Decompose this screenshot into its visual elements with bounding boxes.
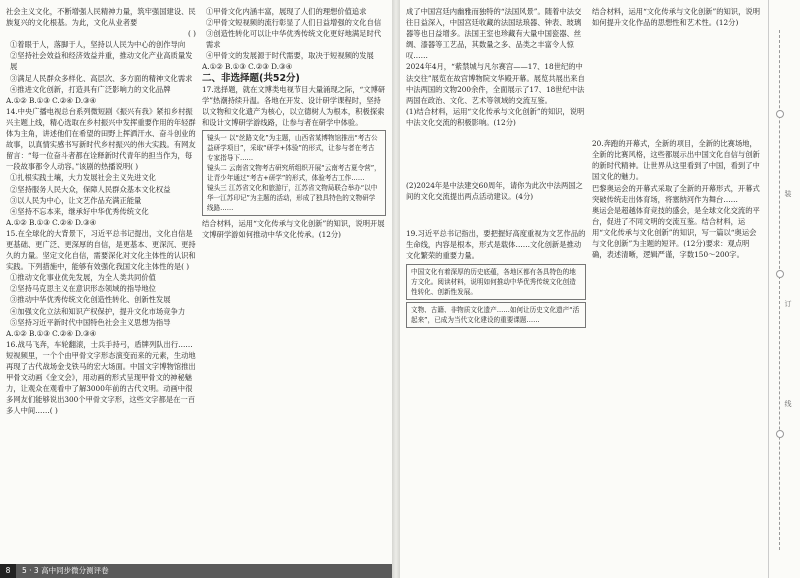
q20-question: 奥运会是超越体育竞技的盛会，是全球文化交流的平台，促进了不同文明的交流互鉴。结合材料，运用“文化传承与文化创新”的知识，写一篇以“奥运会与文化创新”为主题的短评。(12分)要求：观点明确，表述清晰，逻辑严谨，字数150～200字。	[592, 205, 760, 260]
page-number: 8	[0, 564, 16, 578]
binding-label-ding: 订	[784, 300, 792, 307]
q15-option-3: ③推动中华优秀传统文化创造性转化、创新性发展	[10, 295, 171, 305]
book-title: 5 · 3 高中同步微分测评卷	[22, 566, 109, 575]
q16-option-3: ③创造性转化可以让中华优秀传统文化更好地满足时代需求	[206, 29, 382, 50]
q17-material-box	[202, 130, 386, 216]
q15-option-5: ⑤坚持习近平新时代中国特色社会主义思想为指导	[10, 317, 171, 327]
q19-material-1: 中国文化有着深厚的历史底蕴，各地区都有各具特色的地方文化。阅读材料，说明如何推动中华优秀传统文化创造性转化、创新性发展。	[411, 267, 576, 296]
binding-margin	[768, 0, 800, 578]
page-footer	[0, 564, 392, 578]
right-column-1	[406, 6, 586, 560]
q19-stem: 19.习近平总书记指出，要把握好高度重视为文艺作品的生命线，内容是根本，形式是载体……文化创新是推动文化繁荣的重要力量。	[406, 229, 586, 261]
q15-option-4: ④加强文化立法和知识产权保护，提升文化市场竞争力	[10, 306, 186, 316]
q19-material-box-2	[406, 302, 586, 328]
q13-option-2: ②坚持社会效益和经济效益并重，推动文化产业高质量发展	[10, 51, 193, 72]
binding-hole-icon	[776, 270, 784, 278]
q18-material-2: 2024年4月，“紫禁城与凡尔赛宫——17、18世纪的中法交往”展览在故宫博物院文华殿开幕。展览共展出来自中法两国的文物200余件，全面展示了17、18世纪中法两国在政治、文化、艺术等领域的交流互鉴。	[406, 62, 585, 105]
q13-answer-blank: ( )	[187, 29, 196, 39]
left-column-2	[202, 6, 386, 560]
q13-option-4: ④推进文化创新，打造具有广泛影响力的文化品牌	[10, 84, 171, 94]
q17-scene-3: 镜头三 江苏省文化和旅游厅，江苏省文物局联合举办“以中华一江苏印记”为主题的活动，形成了独具特色的文物研学线路……	[207, 184, 378, 213]
q14-option-1: ①扎根实践土壤，大力发展社会主义先进文化	[10, 173, 156, 183]
q15-option-2: ②坚持马克思主义在意识形态领域的指导地位	[10, 284, 156, 294]
q18-part-2: (2)2024年是中法建交60周年，请你为此次中法两国之间的文化交流提出两点活动建议。(4分)	[406, 181, 583, 202]
binding-label-zhuang: 装	[784, 190, 792, 197]
q19-material-2: 文物、古籍、非物质文化遗产……如何让历史文化遗产“活起来”，已成为当代文化建设的重要课题……	[411, 305, 580, 324]
right-column-2	[592, 6, 762, 560]
q20-stem: 20.奔跑的开幕式，全新的项目，全新的比赛场地，全新的比赛风格，这些都展示出中国文化自信与创新的新时代精神。让世界从这里看到了中国，看到了中国文化的魅力。	[592, 139, 760, 182]
q13-stem-continued: 社会主义文化，不断增强人民精神力量，筑牢强国建设、民族复兴的文化根基。为此，文化从业者要	[6, 7, 196, 28]
q17-scene-2: 镜头二 云南省文物考古研究所组织开展“云南考古夏令营”，让青少年通过“考古+研学”的形式，体验考古工作……	[207, 164, 381, 183]
book-gutter	[392, 0, 400, 578]
q16-option-4: ④甲骨文的发展源于时代需要，取决于短视频的发展	[206, 51, 374, 61]
answer-space-2	[406, 202, 586, 228]
binding-hole-icon	[776, 430, 784, 438]
q14-option-2: ②坚持服务人民大众，保障人民群众基本文化权益	[10, 184, 171, 194]
answer-space-1	[406, 128, 586, 180]
q20-material: 巴黎奥运会的开幕式采取了全新的开幕形式，开幕式突破传统走出体育场，将塞纳河作为舞台……	[592, 183, 760, 204]
section-heading-non-choice: 二、非选择题(共52分)	[202, 72, 300, 84]
left-page	[0, 0, 392, 578]
q17-question: 结合材料，运用“文化传承与文化创新”的知识，说明开展文博研学游如何推动中华文化传承。(12分)	[202, 219, 385, 240]
q13-option-1: ①着眼于人，落脚于人，坚持以人民为中心的创作导向	[10, 40, 186, 50]
q14-choices: A.①② B.①③ C.②④ D.③④	[6, 217, 97, 227]
answer-space-3	[592, 28, 762, 138]
q19-question: 结合材料，运用“文化传承与文化创新”的知识，说明如何提升文化作品的思想性和艺术性。(12分)	[592, 7, 760, 28]
q14-option-4: ④坚持不忘本来，继承好中华优秀传统文化	[10, 206, 149, 216]
q18-material-continued: 成了中国宫廷内幽雅而独特的“法国风景”。随着中法交往日益深入，中国宫廷收藏的法国珐琅器、钟表、玻璃器等也日益增多。法国王室也珍藏有大量中国瓷器、丝绸、漆器等工艺品，其数量之多、品类之丰富令人惊叹……	[406, 7, 582, 61]
q17-scene-1: 镜头一 以“丝路文化”为主题，山西省某博物馆推出“考古公益研学项目”，采取“研学+体验”的形式，让参与者在考古专家指导下……	[207, 134, 378, 163]
q13-choices: A.①② B.①③ C.②④ D.③④	[6, 95, 97, 105]
q16-option-2: ②甲骨文短视频的流行彰显了人们日益增强的文化自信	[206, 18, 382, 28]
q19-material-box-1	[406, 264, 586, 300]
binding-dashed-line	[779, 30, 780, 550]
binding-label-xian: 线	[784, 400, 792, 407]
q15-choices: A.①② B.①③ C.②④ D.③④	[6, 328, 97, 338]
q15-option-1: ①推动文化事业优先发展，为全人类共同价值	[10, 273, 156, 283]
q14-option-3: ③以人民为中心，让文艺作品充满正能量	[10, 195, 142, 205]
q18-part-1: (1)结合材料，运用“文化传承与文化创新”的知识，说明中法文化交流的积极影响。(12分)	[406, 106, 585, 127]
binding-hole-icon	[776, 110, 784, 118]
q14-stem: 14.中央广播电视总台系列微短剧《振兴有我》紧扣乡村振兴主题上线，精心选取在乡村振兴中发挥重要作用的年轻群体为主角，讲述他们在希望的田野上挥洒汗水、奋斗创业的故事，以真情实感书写新时代乡村振兴的伟大实践。有网友留言：“每一位奋斗者都在诠释新时代青年的担当作为，每一段故事都令人动容。”该剧的热播说明( )	[6, 106, 196, 172]
q15-stem: 15.在全球化的大背景下，习近平总书记提出，文化自信是更基础、更广泛、更深厚的自信，是更基本、更深沉、更持久的力量。坚定文化自信，需要深化对文化主体性的认识和实践。下列措施中，能够有效强化我国文化主体性的是( )	[6, 228, 196, 272]
q16-choices: A.①② B.①③ C.②③ D.③④	[202, 62, 293, 72]
q16-stem: 16.战马飞奔，车轮翻滚，士兵手持弓，盾牌列队出行……短视频里，一个个由甲骨文字形态演变而来的元素，生动地再现了古代战场金戈铁马的宏大场面。中国文字博物馆推出甲骨文动画《金文会》，用动画的形式呈现甲骨文的神秘魅力，让观众在观看中了解3000年前的古代文明。动画中很多网友们能够说出300个甲骨文字形，这些文字都是在一百多人中间……( )	[6, 339, 196, 416]
q16-option-1: ①甲骨文化内涵丰富，展现了人们的理想价值追求	[206, 7, 367, 16]
q17-stem: 17.选择题，就在文博类电视节目大量涌现之际，“文博研学”热潮持续升温。各地在开发、设计研学课程时，坚持以文物和文化遗产为核心，以立德树人为根本，积极探索和设计文博研学游线路，让参与者在研学中体验。	[202, 84, 386, 127]
q13-option-3: ③满足人民群众多样化、高层次、多方面的精神文化需求	[10, 73, 193, 83]
left-column-1	[6, 6, 196, 560]
right-page	[400, 0, 768, 578]
